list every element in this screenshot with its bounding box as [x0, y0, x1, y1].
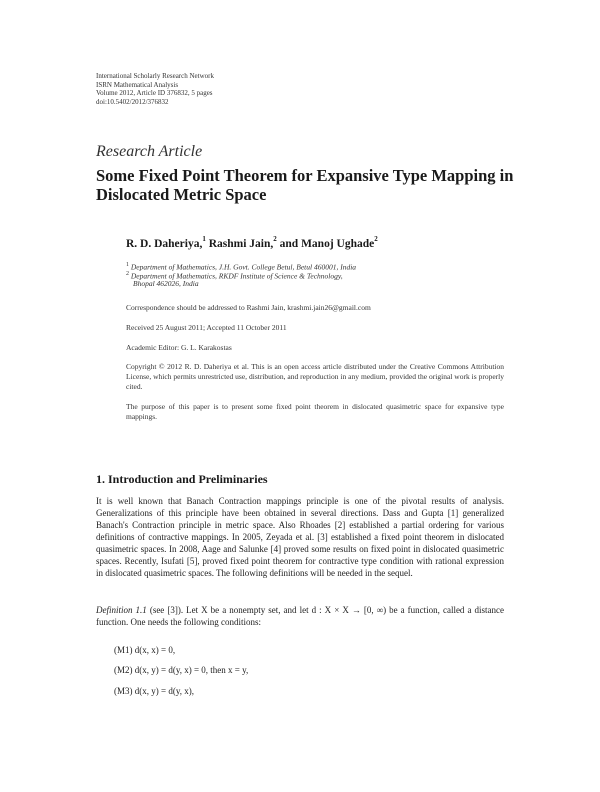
author-2-affil-mark: 2 — [273, 235, 277, 243]
affiliation-2-mark: 2 — [126, 271, 129, 277]
condition-m2: (M2) d(x, y) = d(y, x) = 0, then x = y, — [114, 665, 249, 675]
journal-header — [96, 72, 214, 106]
author-list — [126, 236, 378, 250]
journal-series: ISRN Mathematical Analysis — [96, 80, 179, 89]
affiliation-1-mark: 1 — [126, 262, 129, 268]
affiliation-2-continued: Bhopal 462026, India — [133, 279, 199, 288]
author-1: R. D. Daheriya, — [126, 237, 203, 250]
article-type: Research Article — [96, 143, 203, 160]
copyright-notice: Copyright © 2012 R. D. Daheriya et al. This is an open access article distributed under the Creative Commons Attribution License, which permits unrestricted use, distribution, and reproduction in any medium, provided the original work is properly cited. — [126, 362, 504, 391]
author-conjunction: and — [279, 237, 299, 250]
condition-m3: (M3) d(x, y) = d(y, x), — [114, 686, 194, 696]
affiliation-1-text: Department of Mathematics, J.H. Govt. College Betul, Betul 460001, India — [130, 262, 357, 272]
journal-name: International Scholarly Research Network — [96, 72, 214, 80]
author-3: Manoj Ughade — [301, 237, 375, 250]
affiliation-2-text: Department of Mathematics, RKDF Institute of Science & Technology, — [130, 271, 343, 281]
section-heading: 1. Introduction and Preliminaries — [96, 472, 268, 486]
received-dates: Received 25 August 2011; Accepted 11 October 2011 — [126, 323, 287, 332]
journal-volume: Volume 2012, Article ID 376832, 5 pages — [96, 89, 213, 98]
definition-text: (see [3]). Let X be a nonempty set, and let d : X × X → [0, ∞) be a function, called a distance function. One needs the following conditions: — [96, 605, 504, 627]
academic-editor: Academic Editor: G. L. Karakostas — [126, 343, 232, 352]
author-3-affil-mark: 2 — [374, 235, 378, 243]
condition-m1: (M1) d(x, x) = 0, — [114, 645, 176, 655]
journal-doi: doi:10.5402/2012/376832 — [96, 97, 169, 106]
abstract: The purpose of this paper is to present some fixed point theorem in dislocated quasimetric space for expansive type mappings. — [126, 402, 504, 421]
paper-title: Some Fixed Point Theorem for Expansive Type Mapping in Dislocated Metric Space — [96, 166, 514, 204]
definition-1-1 — [96, 604, 504, 628]
author-1-affil-mark: 1 — [202, 235, 206, 243]
intro-paragraph: It is well known that Banach Contraction mappings principle is one of the pivotal results of analysis. Generalizations of this principle have been obtained in several directions. Dass and Gupta [1] generalized Banach's Contraction principle in metric space. Also Rhoades [2] established a partial ordering for various definitions of contractive mappings. In 2005, Zeyada et al. [3] established a fixed point theorem in dislocated quasimetric spaces. In 2008, Aage and Salunke [4] proved some results on fixed point in dislocated quasimetric spaces. Recently, Isufati [5], proved fixed point theorem for contractive type condition with rational expression in dislocated quasimetric spaces. The following definitions will be needed in the sequel. — [96, 496, 504, 578]
correspondence: Correspondence should be addressed to Rashmi Jain, krashmi.jain26@gmail.com — [126, 303, 371, 312]
author-2: Rashmi Jain, — [208, 237, 274, 250]
definition-label: Definition 1.1 — [96, 605, 147, 615]
